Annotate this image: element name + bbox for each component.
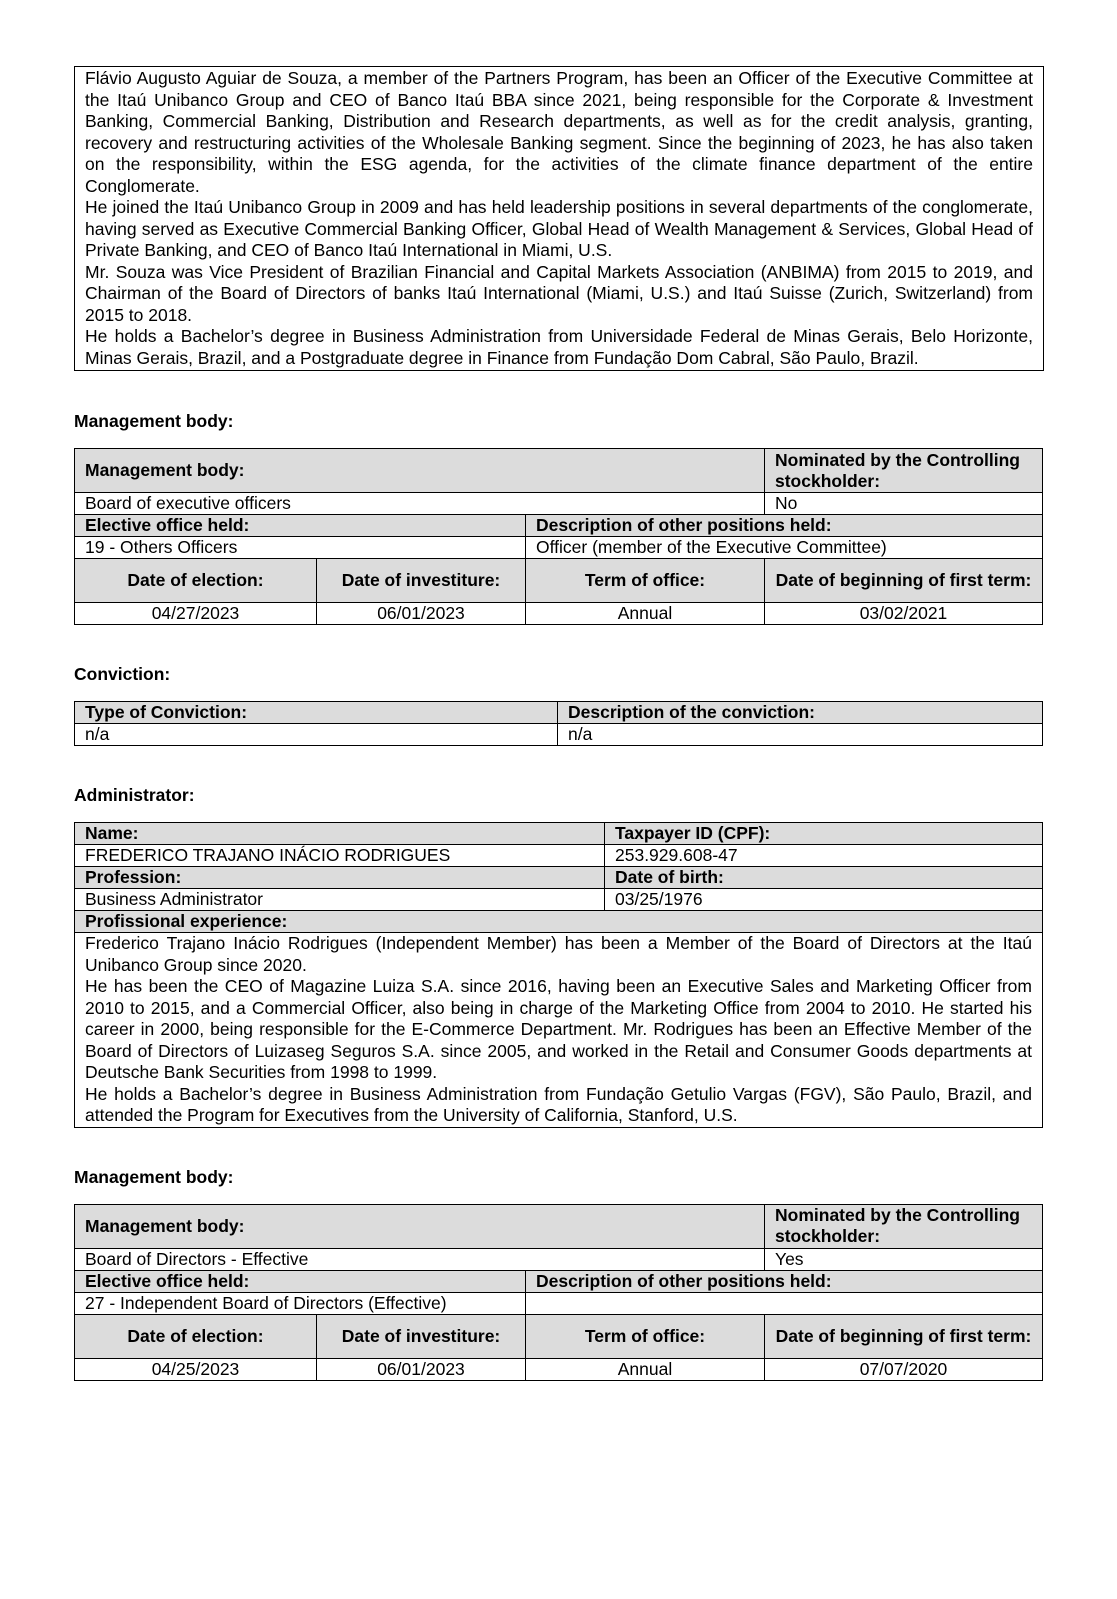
elective-office-label: Elective office held: [75,515,526,537]
nominated-value: Yes [765,1248,1043,1270]
bio-paragraph: He holds a Bachelor’s degree in Business Administration from Universidade Federal de Minas Gerais, Belo Horizonte, Minas Gerais, Brazil, and a Postgraduate degree in Finance from Fundação Dom Cabral, São Paulo, Brazil. [85,326,1033,368]
name-label: Name: [75,823,605,845]
term-value: Annual [526,603,765,625]
elective-office-label: Elective office held: [75,1270,526,1292]
experience-label: Profissional experience: [75,911,1043,933]
term-label: Term of office: [526,1314,765,1358]
elective-office-value: 19 - Others Officers [75,537,526,559]
term-label: Term of office: [526,559,765,603]
experience-paragraph: Frederico Trajano Inácio Rodrigues (Independent Member) has been a Member of the Board of Directors at the Itaú Unibanco Group since 2020. [85,933,1032,975]
experience-text [75,933,1043,1128]
management-body-value: Board of executive officers [75,493,765,515]
date-of-birth-label: Date of birth: [605,867,1043,889]
name-value: FREDERICO TRAJANO INÁCIO RODRIGUES [75,845,605,867]
profession-label: Profession: [75,867,605,889]
management-table-1 [74,448,1043,625]
biography-box [74,66,1044,371]
other-positions-label: Description of other positions held: [526,515,1043,537]
investiture-date-value: 06/01/2023 [317,603,526,625]
administrator-table [74,822,1043,1128]
nominated-label: Nominated by the Controlling stockholder: [765,449,1043,493]
first-term-value: 03/02/2021 [765,603,1043,625]
nominated-label: Nominated by the Controlling stockholder: [765,1204,1043,1248]
investiture-date-label: Date of investiture: [317,559,526,603]
date-of-birth-value: 03/25/1976 [605,889,1043,911]
management-body-value: Board of Directors - Effective [75,1248,765,1270]
election-date-label: Date of election: [75,1314,317,1358]
section-title-administrator: Administrator: [74,785,195,805]
term-value: Annual [526,1358,765,1380]
conviction-description-label: Description of the conviction: [558,702,1043,724]
bio-paragraph: He joined the Itaú Unibanco Group in 2009 and has held leadership positions in several departments of the conglomerate, having served as Executive Commercial Banking Officer, Global Head of Wealth Management & Services, Global Head of Private Banking, and CEO of Banco Itaú International in Miami, U.S. [85,197,1033,260]
nominated-value: No [765,493,1043,515]
conviction-table [74,701,1043,746]
election-date-value: 04/27/2023 [75,603,317,625]
investiture-date-value: 06/01/2023 [317,1358,526,1380]
profession-value: Business Administrator [75,889,605,911]
election-date-label: Date of election: [75,559,317,603]
section-title-management-1: Management body: [74,411,234,431]
other-positions-value [526,1292,1043,1314]
conviction-type-label: Type of Conviction: [75,702,558,724]
conviction-description-value: n/a [558,724,1043,746]
bio-paragraph: Flávio Augusto Aguiar de Souza, a member of the Partners Program, has been an Officer of the Executive Committee at the Itaú Unibanco Group and CEO of Banco Itaú BBA since 2021, being responsible for the Corporate & Investment Banking, Commercial Banking, Distribution and Research departments, as well as for the credit analysis, granting, recovery and restructuring activities of the Wholesale Banking segment. Since the beginning of 2023, he has also taken on the responsibility, within the ESG agenda, for the activities of the climate finance department of the entire Conglomerate. [85,68,1033,196]
conviction-type-value: n/a [75,724,558,746]
other-positions-value: Officer (member of the Executive Committee) [526,537,1043,559]
other-positions-label: Description of other positions held: [526,1270,1043,1292]
experience-paragraph: He holds a Bachelor’s degree in Business Administration from Fundação Getulio Vargas (FGV), São Paulo, Brazil, and attended the Program for Executives from the University of California, Stanford, U.S. [85,1083,1032,1125]
investiture-date-label: Date of investiture: [317,1314,526,1358]
management-table-2 [74,1204,1043,1381]
section-title-conviction: Conviction: [74,664,171,684]
first-term-label: Date of beginning of first term: [765,1314,1043,1358]
management-body-label: Management body: [75,1204,765,1248]
experience-paragraph: He has been the CEO of Magazine Luiza S.A. since 2016, having been an Executive Sales and Marketing Officer from 2010 to 2015, and a Commercial Officer, also being in charge of the Marketing Office from 2004 to 2010. He started his career in 2000, being responsible for the E-Commerce Department. Mr. Rodrigues has been an Effective Member of the Board of Directors of Luizaseg Seguros S.A. since 2005, and worked in the Retail and Consumer Goods departments at Deutsche Bank Securities from 1998 to 1999. [85,976,1032,1082]
cpf-label: Taxpayer ID (CPF): [605,823,1043,845]
document-page [74,66,1044,1381]
management-body-label: Management body: [75,449,765,493]
section-title-management-2: Management body: [74,1166,234,1187]
elective-office-value: 27 - Independent Board of Directors (Effective) [75,1292,526,1314]
first-term-value: 07/07/2020 [765,1358,1043,1380]
first-term-label: Date of beginning of first term: [765,559,1043,603]
cpf-value: 253.929.608-47 [605,845,1043,867]
bio-paragraph: Mr. Souza was Vice President of Brazilian Financial and Capital Markets Association (ANBIMA) from 2015 to 2019, and Chairman of the Board of Directors of banks Itaú International (Miami, U.S.) and Itaú Suisse (Zurich, Switzerland) from 2015 to 2018. [85,261,1033,325]
election-date-value: 04/25/2023 [75,1358,317,1380]
